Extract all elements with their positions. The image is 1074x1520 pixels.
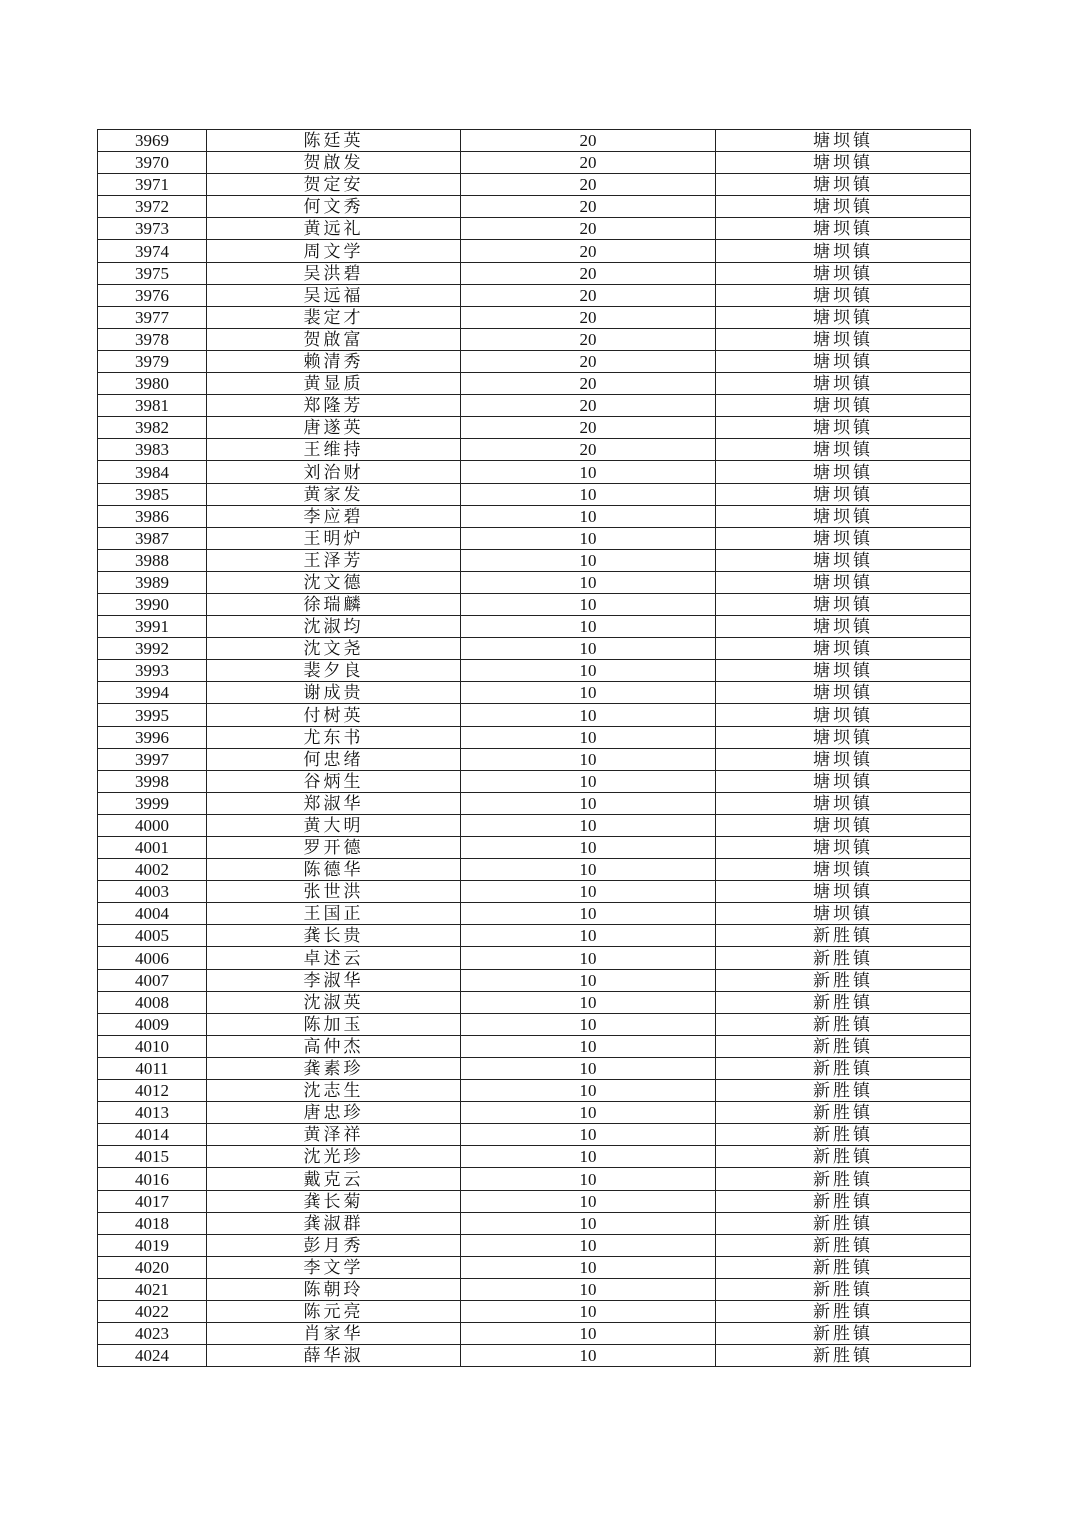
person-name-cell: 黄家发 <box>207 483 461 505</box>
row-number-cell: 4003 <box>98 881 207 903</box>
amount-cell: 10 <box>461 903 716 925</box>
town-cell: 塘坝镇 <box>716 373 971 395</box>
row-number-cell: 4013 <box>98 1102 207 1124</box>
town-cell: 新胜镇 <box>716 1102 971 1124</box>
town-cell: 新胜镇 <box>716 1234 971 1256</box>
amount-cell: 10 <box>461 770 716 792</box>
town-cell: 塘坝镇 <box>716 726 971 748</box>
town-cell: 塘坝镇 <box>716 682 971 704</box>
person-name-cell: 陈元亮 <box>207 1300 461 1322</box>
person-name-cell: 陈加玉 <box>207 1013 461 1035</box>
table-row <box>98 1212 971 1234</box>
town-cell: 塘坝镇 <box>716 130 971 152</box>
town-cell: 新胜镇 <box>716 1300 971 1322</box>
row-number-cell: 4011 <box>98 1057 207 1079</box>
table-row <box>98 417 971 439</box>
town-cell: 塘坝镇 <box>716 770 971 792</box>
person-name-cell: 郑隆芳 <box>207 395 461 417</box>
table-row <box>98 837 971 859</box>
row-number-cell: 3989 <box>98 571 207 593</box>
town-cell: 塘坝镇 <box>716 903 971 925</box>
person-name-cell: 何文秀 <box>207 196 461 218</box>
amount-cell: 10 <box>461 881 716 903</box>
table-row <box>98 350 971 372</box>
person-name-cell: 裴定才 <box>207 306 461 328</box>
town-cell: 塘坝镇 <box>716 152 971 174</box>
person-name-cell: 黄泽祥 <box>207 1124 461 1146</box>
row-number-cell: 3993 <box>98 660 207 682</box>
amount-cell: 10 <box>461 1278 716 1300</box>
amount-cell: 10 <box>461 726 716 748</box>
row-number-cell: 4009 <box>98 1013 207 1035</box>
amount-cell: 10 <box>461 947 716 969</box>
amount-cell: 20 <box>461 130 716 152</box>
row-number-cell: 3978 <box>98 328 207 350</box>
amount-cell: 20 <box>461 439 716 461</box>
row-number-cell: 3995 <box>98 704 207 726</box>
row-number-cell: 3974 <box>98 240 207 262</box>
person-name-cell: 戴克云 <box>207 1168 461 1190</box>
row-number-cell: 4002 <box>98 859 207 881</box>
town-cell: 新胜镇 <box>716 1256 971 1278</box>
town-cell: 新胜镇 <box>716 969 971 991</box>
table-row <box>98 1102 971 1124</box>
town-cell: 塘坝镇 <box>716 218 971 240</box>
amount-cell: 10 <box>461 1323 716 1345</box>
table-row <box>98 571 971 593</box>
row-number-cell: 3973 <box>98 218 207 240</box>
amount-cell: 20 <box>461 373 716 395</box>
table-row <box>98 660 971 682</box>
table-row <box>98 527 971 549</box>
town-cell: 塘坝镇 <box>716 837 971 859</box>
town-cell: 新胜镇 <box>716 1345 971 1367</box>
amount-cell: 10 <box>461 660 716 682</box>
table-row <box>98 593 971 615</box>
town-cell: 塘坝镇 <box>716 814 971 836</box>
amount-cell: 10 <box>461 571 716 593</box>
table-row <box>98 152 971 174</box>
town-cell: 塘坝镇 <box>716 616 971 638</box>
person-name-cell: 黄远礼 <box>207 218 461 240</box>
table-row <box>98 483 971 505</box>
row-number-cell: 4022 <box>98 1300 207 1322</box>
person-name-cell: 龚淑群 <box>207 1212 461 1234</box>
town-cell: 塘坝镇 <box>716 461 971 483</box>
table-row <box>98 1124 971 1146</box>
person-name-cell: 吴洪碧 <box>207 262 461 284</box>
row-number-cell: 3992 <box>98 638 207 660</box>
amount-cell: 10 <box>461 1300 716 1322</box>
town-cell: 塘坝镇 <box>716 174 971 196</box>
table-row <box>98 1234 971 1256</box>
table-row <box>98 439 971 461</box>
table-row <box>98 1278 971 1300</box>
amount-cell: 10 <box>461 1080 716 1102</box>
row-number-cell: 3981 <box>98 395 207 417</box>
town-cell: 塘坝镇 <box>716 328 971 350</box>
table-row <box>98 262 971 284</box>
town-cell: 塘坝镇 <box>716 284 971 306</box>
amount-cell: 10 <box>461 925 716 947</box>
town-cell: 新胜镇 <box>716 1212 971 1234</box>
town-cell: 塘坝镇 <box>716 306 971 328</box>
row-number-cell: 3969 <box>98 130 207 152</box>
table-row <box>98 328 971 350</box>
row-number-cell: 3970 <box>98 152 207 174</box>
table-row <box>98 881 971 903</box>
person-name-cell: 王维持 <box>207 439 461 461</box>
person-name-cell: 陈朝玲 <box>207 1278 461 1300</box>
table-row <box>98 1035 971 1057</box>
town-cell: 新胜镇 <box>716 1013 971 1035</box>
amount-cell: 10 <box>461 1102 716 1124</box>
row-number-cell: 3988 <box>98 549 207 571</box>
person-name-cell: 沈文德 <box>207 571 461 593</box>
row-number-cell: 3980 <box>98 373 207 395</box>
amount-cell: 10 <box>461 814 716 836</box>
amount-cell: 10 <box>461 837 716 859</box>
person-name-cell: 王国正 <box>207 903 461 925</box>
person-name-cell: 龚长菊 <box>207 1190 461 1212</box>
row-number-cell: 4012 <box>98 1080 207 1102</box>
person-name-cell: 龚长贵 <box>207 925 461 947</box>
town-cell: 塘坝镇 <box>716 395 971 417</box>
amount-cell: 10 <box>461 1124 716 1146</box>
town-cell: 塘坝镇 <box>716 350 971 372</box>
amount-cell: 20 <box>461 350 716 372</box>
person-name-cell: 付树英 <box>207 704 461 726</box>
amount-cell: 10 <box>461 505 716 527</box>
row-number-cell: 3982 <box>98 417 207 439</box>
row-number-cell: 3991 <box>98 616 207 638</box>
row-number-cell: 4004 <box>98 903 207 925</box>
table-row <box>98 1345 971 1367</box>
row-number-cell: 3987 <box>98 527 207 549</box>
row-number-cell: 3986 <box>98 505 207 527</box>
roster-table-body <box>98 130 971 1367</box>
town-cell: 塘坝镇 <box>716 240 971 262</box>
table-row <box>98 306 971 328</box>
person-name-cell: 沈光珍 <box>207 1146 461 1168</box>
person-name-cell: 尤东书 <box>207 726 461 748</box>
roster-table <box>97 129 971 1367</box>
amount-cell: 20 <box>461 306 716 328</box>
amount-cell: 10 <box>461 461 716 483</box>
amount-cell: 10 <box>461 704 716 726</box>
town-cell: 塘坝镇 <box>716 660 971 682</box>
row-number-cell: 3985 <box>98 483 207 505</box>
person-name-cell: 薛华淑 <box>207 1345 461 1367</box>
person-name-cell: 沈淑均 <box>207 616 461 638</box>
row-number-cell: 4010 <box>98 1035 207 1057</box>
person-name-cell: 王明炉 <box>207 527 461 549</box>
row-number-cell: 4017 <box>98 1190 207 1212</box>
row-number-cell: 3983 <box>98 439 207 461</box>
person-name-cell: 李文学 <box>207 1256 461 1278</box>
town-cell: 塘坝镇 <box>716 439 971 461</box>
table-row <box>98 969 971 991</box>
town-cell: 新胜镇 <box>716 1124 971 1146</box>
person-name-cell: 张世洪 <box>207 881 461 903</box>
town-cell: 新胜镇 <box>716 1146 971 1168</box>
person-name-cell: 裴夕良 <box>207 660 461 682</box>
amount-cell: 10 <box>461 1190 716 1212</box>
person-name-cell: 谷炳生 <box>207 770 461 792</box>
row-number-cell: 3998 <box>98 770 207 792</box>
row-number-cell: 4014 <box>98 1124 207 1146</box>
person-name-cell: 赖清秀 <box>207 350 461 372</box>
row-number-cell: 3975 <box>98 262 207 284</box>
town-cell: 塘坝镇 <box>716 262 971 284</box>
person-name-cell: 吴远福 <box>207 284 461 306</box>
table-row <box>98 395 971 417</box>
town-cell: 新胜镇 <box>716 1190 971 1212</box>
table-row <box>98 1256 971 1278</box>
table-row <box>98 814 971 836</box>
town-cell: 塘坝镇 <box>716 571 971 593</box>
person-name-cell: 李淑华 <box>207 969 461 991</box>
row-number-cell: 3999 <box>98 792 207 814</box>
town-cell: 新胜镇 <box>716 1057 971 1079</box>
amount-cell: 10 <box>461 1168 716 1190</box>
row-number-cell: 3971 <box>98 174 207 196</box>
table-row <box>98 1013 971 1035</box>
table-row <box>98 792 971 814</box>
amount-cell: 20 <box>461 417 716 439</box>
amount-cell: 10 <box>461 638 716 660</box>
table-row <box>98 461 971 483</box>
table-row <box>98 373 971 395</box>
town-cell: 塘坝镇 <box>716 483 971 505</box>
table-row <box>98 925 971 947</box>
amount-cell: 20 <box>461 328 716 350</box>
table-row <box>98 284 971 306</box>
row-number-cell: 3984 <box>98 461 207 483</box>
person-name-cell: 刘治财 <box>207 461 461 483</box>
table-row <box>98 859 971 881</box>
person-name-cell: 谢成贵 <box>207 682 461 704</box>
row-number-cell: 4023 <box>98 1323 207 1345</box>
person-name-cell: 陈廷英 <box>207 130 461 152</box>
row-number-cell: 4006 <box>98 947 207 969</box>
amount-cell: 20 <box>461 262 716 284</box>
town-cell: 新胜镇 <box>716 1323 971 1345</box>
row-number-cell: 4018 <box>98 1212 207 1234</box>
amount-cell: 10 <box>461 969 716 991</box>
amount-cell: 10 <box>461 527 716 549</box>
town-cell: 新胜镇 <box>716 925 971 947</box>
person-name-cell: 贺啟发 <box>207 152 461 174</box>
town-cell: 塘坝镇 <box>716 593 971 615</box>
amount-cell: 10 <box>461 1345 716 1367</box>
town-cell: 塘坝镇 <box>716 748 971 770</box>
table-row <box>98 1080 971 1102</box>
row-number-cell: 3996 <box>98 726 207 748</box>
table-row <box>98 638 971 660</box>
town-cell: 塘坝镇 <box>716 196 971 218</box>
town-cell: 新胜镇 <box>716 1168 971 1190</box>
row-number-cell: 4020 <box>98 1256 207 1278</box>
amount-cell: 10 <box>461 483 716 505</box>
row-number-cell: 4015 <box>98 1146 207 1168</box>
amount-cell: 10 <box>461 682 716 704</box>
table-row <box>98 704 971 726</box>
town-cell: 塘坝镇 <box>716 792 971 814</box>
amount-cell: 10 <box>461 549 716 571</box>
town-cell: 塘坝镇 <box>716 505 971 527</box>
amount-cell: 10 <box>461 859 716 881</box>
town-cell: 新胜镇 <box>716 947 971 969</box>
person-name-cell: 贺啟富 <box>207 328 461 350</box>
town-cell: 塘坝镇 <box>716 417 971 439</box>
amount-cell: 20 <box>461 196 716 218</box>
person-name-cell: 罗开德 <box>207 837 461 859</box>
person-name-cell: 高仲杰 <box>207 1035 461 1057</box>
table-row <box>98 1300 971 1322</box>
table-row <box>98 1057 971 1079</box>
person-name-cell: 李应碧 <box>207 505 461 527</box>
person-name-cell: 卓述云 <box>207 947 461 969</box>
table-row <box>98 218 971 240</box>
row-number-cell: 3972 <box>98 196 207 218</box>
amount-cell: 20 <box>461 218 716 240</box>
amount-cell: 10 <box>461 748 716 770</box>
amount-cell: 10 <box>461 1013 716 1035</box>
row-number-cell: 4024 <box>98 1345 207 1367</box>
table-row <box>98 947 971 969</box>
person-name-cell: 王泽芳 <box>207 549 461 571</box>
amount-cell: 10 <box>461 1234 716 1256</box>
person-name-cell: 徐瑞麟 <box>207 593 461 615</box>
amount-cell: 10 <box>461 1256 716 1278</box>
amount-cell: 10 <box>461 991 716 1013</box>
row-number-cell: 4016 <box>98 1168 207 1190</box>
row-number-cell: 4021 <box>98 1278 207 1300</box>
person-name-cell: 肖家华 <box>207 1323 461 1345</box>
table-row <box>98 726 971 748</box>
amount-cell: 10 <box>461 1146 716 1168</box>
person-name-cell: 贺定安 <box>207 174 461 196</box>
row-number-cell: 4008 <box>98 991 207 1013</box>
row-number-cell: 3997 <box>98 748 207 770</box>
table-row <box>98 748 971 770</box>
amount-cell: 20 <box>461 152 716 174</box>
amount-cell: 20 <box>461 240 716 262</box>
table-row <box>98 240 971 262</box>
table-row <box>98 903 971 925</box>
person-name-cell: 黄显质 <box>207 373 461 395</box>
person-name-cell: 龚素珍 <box>207 1057 461 1079</box>
table-row <box>98 616 971 638</box>
town-cell: 新胜镇 <box>716 1080 971 1102</box>
town-cell: 塘坝镇 <box>716 704 971 726</box>
table-row <box>98 770 971 792</box>
person-name-cell: 周文学 <box>207 240 461 262</box>
person-name-cell: 沈淑英 <box>207 991 461 1013</box>
table-row <box>98 174 971 196</box>
table-row <box>98 130 971 152</box>
row-number-cell: 4007 <box>98 969 207 991</box>
person-name-cell: 唐遂英 <box>207 417 461 439</box>
person-name-cell: 彭月秀 <box>207 1234 461 1256</box>
town-cell: 塘坝镇 <box>716 527 971 549</box>
person-name-cell: 沈志生 <box>207 1080 461 1102</box>
person-name-cell: 沈文尧 <box>207 638 461 660</box>
row-number-cell: 4019 <box>98 1234 207 1256</box>
amount-cell: 10 <box>461 1035 716 1057</box>
person-name-cell: 何忠绪 <box>207 748 461 770</box>
amount-cell: 10 <box>461 792 716 814</box>
person-name-cell: 黄大明 <box>207 814 461 836</box>
amount-cell: 20 <box>461 174 716 196</box>
town-cell: 新胜镇 <box>716 991 971 1013</box>
table-row <box>98 196 971 218</box>
amount-cell: 20 <box>461 284 716 306</box>
row-number-cell: 3990 <box>98 593 207 615</box>
town-cell: 新胜镇 <box>716 1035 971 1057</box>
table-row <box>98 1168 971 1190</box>
amount-cell: 20 <box>461 395 716 417</box>
amount-cell: 10 <box>461 1057 716 1079</box>
table-row <box>98 1323 971 1345</box>
row-number-cell: 3976 <box>98 284 207 306</box>
row-number-cell: 4005 <box>98 925 207 947</box>
row-number-cell: 3994 <box>98 682 207 704</box>
row-number-cell: 4001 <box>98 837 207 859</box>
row-number-cell: 3977 <box>98 306 207 328</box>
person-name-cell: 陈德华 <box>207 859 461 881</box>
amount-cell: 10 <box>461 616 716 638</box>
town-cell: 塘坝镇 <box>716 881 971 903</box>
town-cell: 塘坝镇 <box>716 638 971 660</box>
row-number-cell: 4000 <box>98 814 207 836</box>
town-cell: 新胜镇 <box>716 1278 971 1300</box>
person-name-cell: 郑淑华 <box>207 792 461 814</box>
amount-cell: 10 <box>461 593 716 615</box>
table-row <box>98 991 971 1013</box>
table-row <box>98 549 971 571</box>
town-cell: 塘坝镇 <box>716 859 971 881</box>
table-row <box>98 1190 971 1212</box>
person-name-cell: 唐忠珍 <box>207 1102 461 1124</box>
town-cell: 塘坝镇 <box>716 549 971 571</box>
table-row <box>98 505 971 527</box>
amount-cell: 10 <box>461 1212 716 1234</box>
table-row <box>98 682 971 704</box>
table-row <box>98 1146 971 1168</box>
row-number-cell: 3979 <box>98 350 207 372</box>
